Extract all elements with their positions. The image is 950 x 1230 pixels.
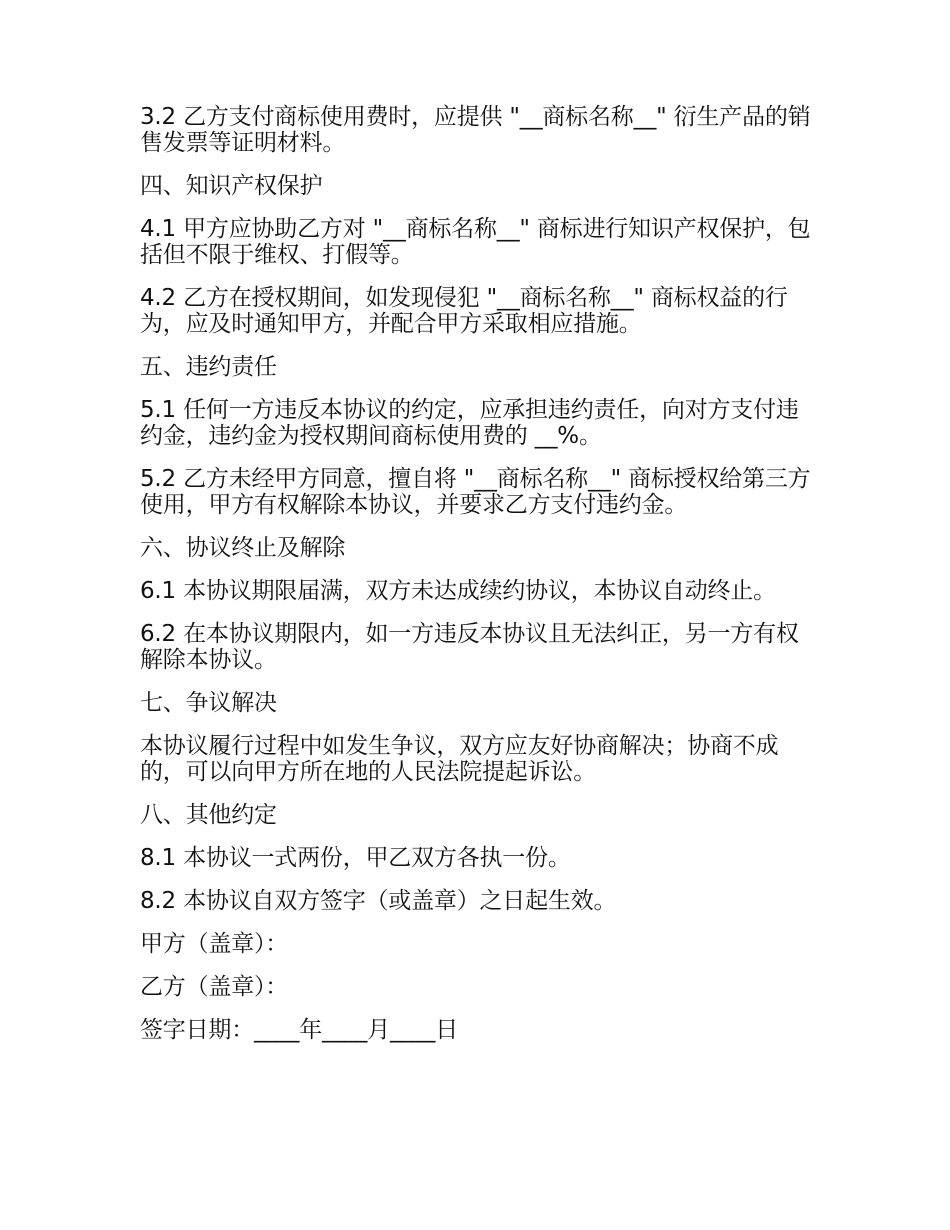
section-heading-ip-protection: 四、知识产权保护 <box>140 173 323 199</box>
section-heading-liability: 五、违约责任 <box>140 354 277 380</box>
section-heading-termination: 六、协议终止及解除 <box>140 535 346 561</box>
section-heading-other: 八、其他约定 <box>140 802 277 828</box>
party-a-seal: 甲方（盖章）： <box>140 931 289 957</box>
section-heading-dispute: 七、争议解决 <box>140 690 277 716</box>
clause-6-1: 6.1 本协议期限届满，双方未达成续约协议，本协议自动终止。 <box>140 578 776 604</box>
clause-5-1: 5.1 任何一方违反本协议的约定，应承担违约责任，向对方支付违约金，违约金为授权期间商标使用费的 __%。 <box>140 397 799 449</box>
clause-4-1: 4.1 甲方应协助乙方对 "__商标名称__" 商标进行知识产权保护，包括但不限于维权、打假等。 <box>140 216 811 268</box>
clause-dispute-resolution: 本协议履行过程中如发生争议，双方应友好协商解决；协商不成的，可以向甲方所在地的人民法院提起诉讼。 <box>140 733 779 785</box>
clause-5-2: 5.2 乙方未经甲方同意，擅自将 "__商标名称__" 商标授权给第三方使用，甲方有权解除本协议，并要求乙方支付违约金。 <box>140 466 811 518</box>
clause-6-2: 6.2 在本协议期限内，如一方违反本协议且无法纠正，另一方有权解除本协议。 <box>140 621 799 673</box>
clause-8-1: 8.1 本协议一式两份，甲乙双方各执一份。 <box>140 845 571 871</box>
signature-date: 签字日期：____年____月____日 <box>140 1017 459 1043</box>
clause-4-2: 4.2 乙方在授权期间，如发现侵犯 "__商标名称__" 商标权益的行为，应及时通知甲方，并配合甲方采取相应措施。 <box>140 285 788 337</box>
clause-8-2: 8.2 本协议自双方签字（或盖章）之日起生效。 <box>140 888 617 914</box>
document-body <box>140 104 820 1060</box>
party-b-seal: 乙方（盖章）： <box>140 974 289 1000</box>
clause-3-2: 3.2 乙方支付商标使用费时，应提供 "__商标名称__" 衍生产品的销售发票等证明材料。 <box>140 104 811 156</box>
